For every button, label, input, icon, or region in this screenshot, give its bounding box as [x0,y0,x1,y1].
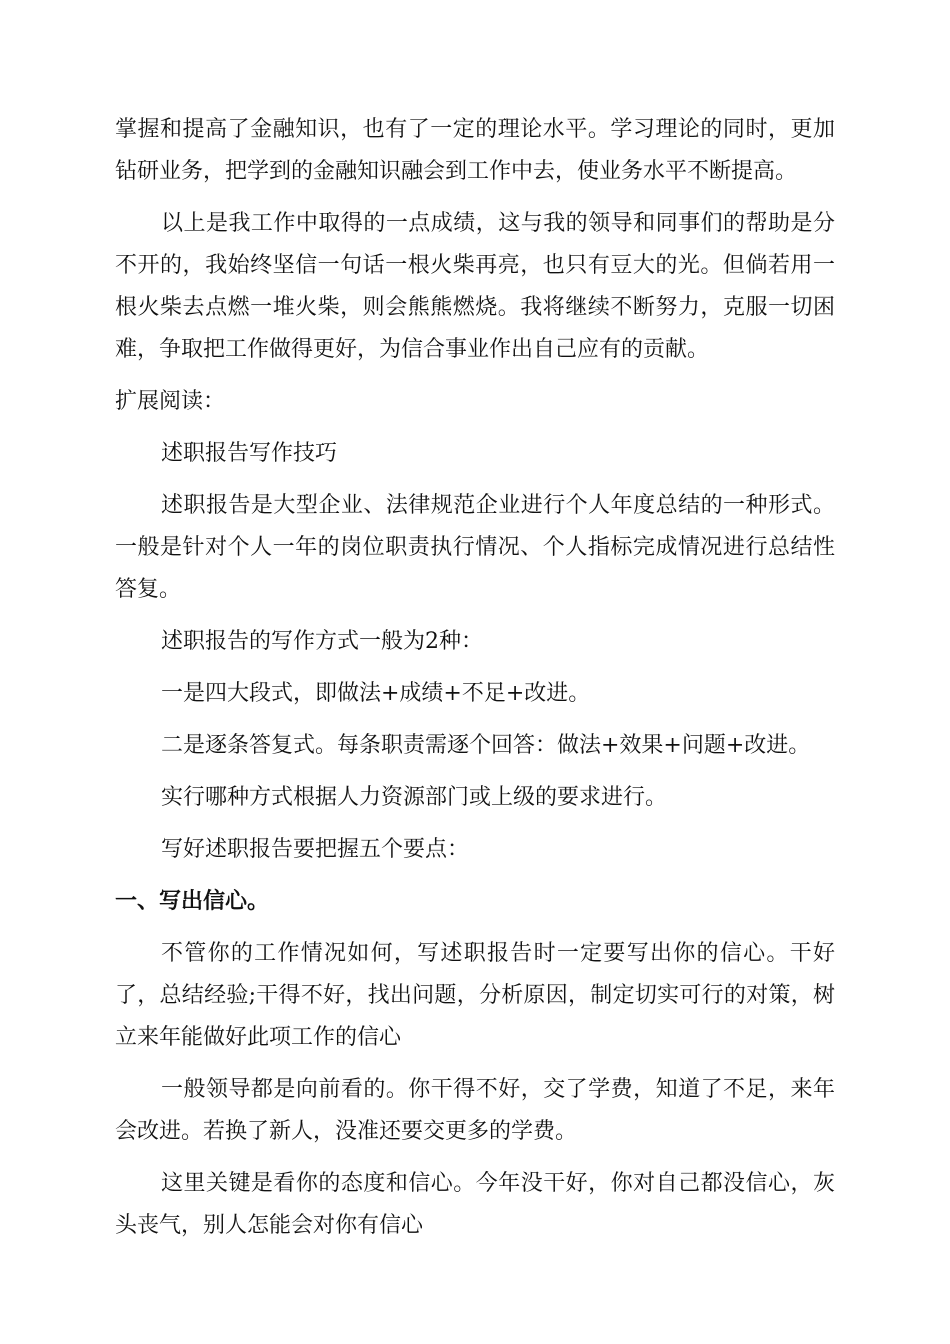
paragraph-confidence-3: 这里关键是看你的态度和信心。今年没干好，你对自己都没信心，灰头丧气，别人怎能会对你有信心 [115,1171,835,1238]
paragraph-key-points: 写好述职报告要把握五个要点： [161,837,470,862]
paragraph-confidence-1: 不管你的工作情况如何，写述职报告时一定要写出你的信心。干好了，总结经验;干得不好，找出问题，分析原因，制定切实可行的对策，树立来年能做好此项工作的信心 [115,941,835,1050]
paragraph-method-one: 一是四大段式，即做法+成绩+不足+改进。 [161,681,591,706]
heading-confidence: 一、写出信心。 [115,889,270,914]
paragraph-method-choice: 实行哪种方式根据人力资源部门或上级的要求进行。 [161,785,668,810]
section-title: 述职报告写作技巧 [161,441,338,466]
paragraph-methods-intro: 述职报告的写作方式一般为2种： [161,629,483,654]
document-body [115,109,835,1247]
paragraph-confidence-2: 一般领导都是向前看的。你干得不好，交了学费，知道了不足，来年会改进。若换了新人，没准还要交更多的学费。 [115,1077,835,1144]
paragraph-method-two: 二是逐条答复式。每条职责需逐个回答：做法+效果+问题+改进。 [161,733,811,758]
paragraph-definition: 述职报告是大型企业、法律规范企业进行个人年度总结的一种形式。一般是针对个人一年的岗位职责执行情况、个人指标完成情况进行总结性答复。 [115,493,835,602]
paragraph-continuation: 掌握和提高了金融知识，也有了一定的理论水平。学习理论的同时，更加钻研业务，把学到的金融知识融会到工作中去，使业务水平不断提高。 [115,117,835,184]
paragraph-conclusion: 以上是我工作中取得的一点成绩，这与我的领导和同事们的帮助是分不开的，我始终坚信一句话一根火柴再亮，也只有豆大的光。但倘若用一根火柴去点燃一堆火柴，则会熊熊燃烧。我将继续不断努力，克服一切困难，争取把工作做得更好，为信合事业作出自己应有的贡献。 [115,211,835,362]
extended-reading-label: 扩展阅读： [115,389,226,414]
